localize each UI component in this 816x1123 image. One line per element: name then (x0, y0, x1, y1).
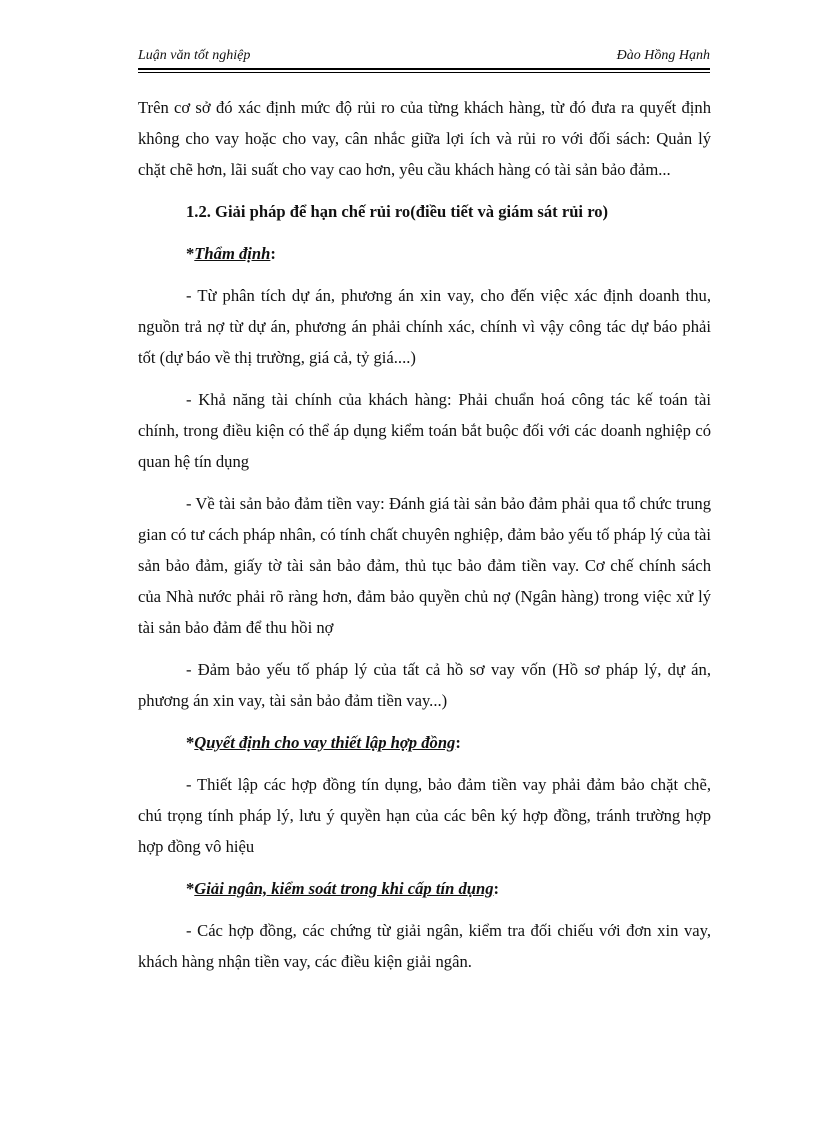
header-thesis-label: Luận văn tốt nghiệp (138, 48, 251, 63)
subheading-colon: : (270, 244, 276, 263)
section-heading: 1.2. Giải pháp để hạn chế rủi ro(điều tiết và giám sát rủi ro) (186, 202, 609, 221)
header-rule-thick (138, 68, 710, 70)
paragraph-disbursement-docs: - Các hợp đồng, các chứng từ giải ngân, kiểm tra đối chiếu với đơn xin vay, khách hàng nhận tiền vay, các điều kiện giải ngân. (138, 921, 711, 971)
subheading-appraisal (138, 238, 711, 269)
paragraph-collateral: - Về tài sản bảo đảm tiền vay: Đánh giá tài sản bảo đảm phải qua tổ chức trung gian có tư cách pháp nhân, có tính chất chuyên nghiệp, đảm bảo yếu tố pháp lý của tài sản bảo đảm, giấy tờ tài sản bảo đảm, thủ tục bảo đảm tiền vay. Cơ chế chính sách của Nhà nước phải rõ ràng hơn, đảm bảo quyền chủ nợ (Ngân hàng) trong việc xử lý tài sản bảo đảm để thu hồi nợ (138, 494, 711, 637)
page-header (138, 46, 710, 66)
subheading-star: * (186, 244, 195, 263)
subheading-contract (138, 727, 711, 758)
header-rule-thin (138, 72, 710, 73)
subheading-disbursement (138, 873, 711, 904)
paragraph-project-analysis: - Từ phân tích dự án, phương án xin vay, cho đến việc xác định doanh thu, nguồn trả nợ từ dự án, phương án phải chính xác, chính vì vậy công tác dự báo phải tốt (dự báo về thị trường, giá cả, tỷ giá....) (138, 286, 711, 367)
subheading-title: Thẩm định (194, 244, 271, 263)
paragraph-financial-capacity: - Khả năng tài chính của khách hàng: Phải chuẩn hoá công tác kế toán tài chính, trong điều kiện có thể áp dụng kiểm toán bắt buộc đối với các doanh nghiệp có quan hệ tín dụng (138, 390, 711, 471)
paragraph-intro: Trên cơ sở đó xác định mức độ rủi ro của từng khách hàng, từ đó đưa ra quyết định không cho vay hoặc cho vay, cân nhắc giữa lợi ích và rủi ro với đối sách: Quản lý chặt chẽ hơn, lãi suất cho vay cao hơn, yêu cầu khách hàng có tài sản bảo đảm... (138, 98, 711, 179)
subheading-title: Quyết định cho vay thiết lập hợp đồng (194, 733, 456, 752)
document-body (138, 92, 711, 988)
subheading-colon: : (493, 879, 500, 898)
subheading-star: * (186, 879, 195, 898)
header-author-name: Đào Hồng Hạnh (616, 48, 710, 63)
subheading-colon: : (455, 733, 461, 752)
subheading-star: * (186, 733, 195, 752)
paragraph-credit-contracts: - Thiết lập các hợp đồng tín dụng, bảo đảm tiền vay phải đảm bảo chặt chẽ, chú trọng tính pháp lý, lưu ý quyền hạn của các bên ký hợp đồng, tránh trường hợp hợp đồng vô hiệu (138, 775, 711, 856)
paragraph-legal-documents: - Đảm bảo yếu tố pháp lý của tất cả hồ sơ vay vốn (Hồ sơ pháp lý, dự án, phương án xin vay, tài sản bảo đảm tiền vay...) (138, 660, 711, 710)
subheading-title: Giải ngân, kiểm soát trong khi cấp tín dụng (194, 879, 494, 898)
